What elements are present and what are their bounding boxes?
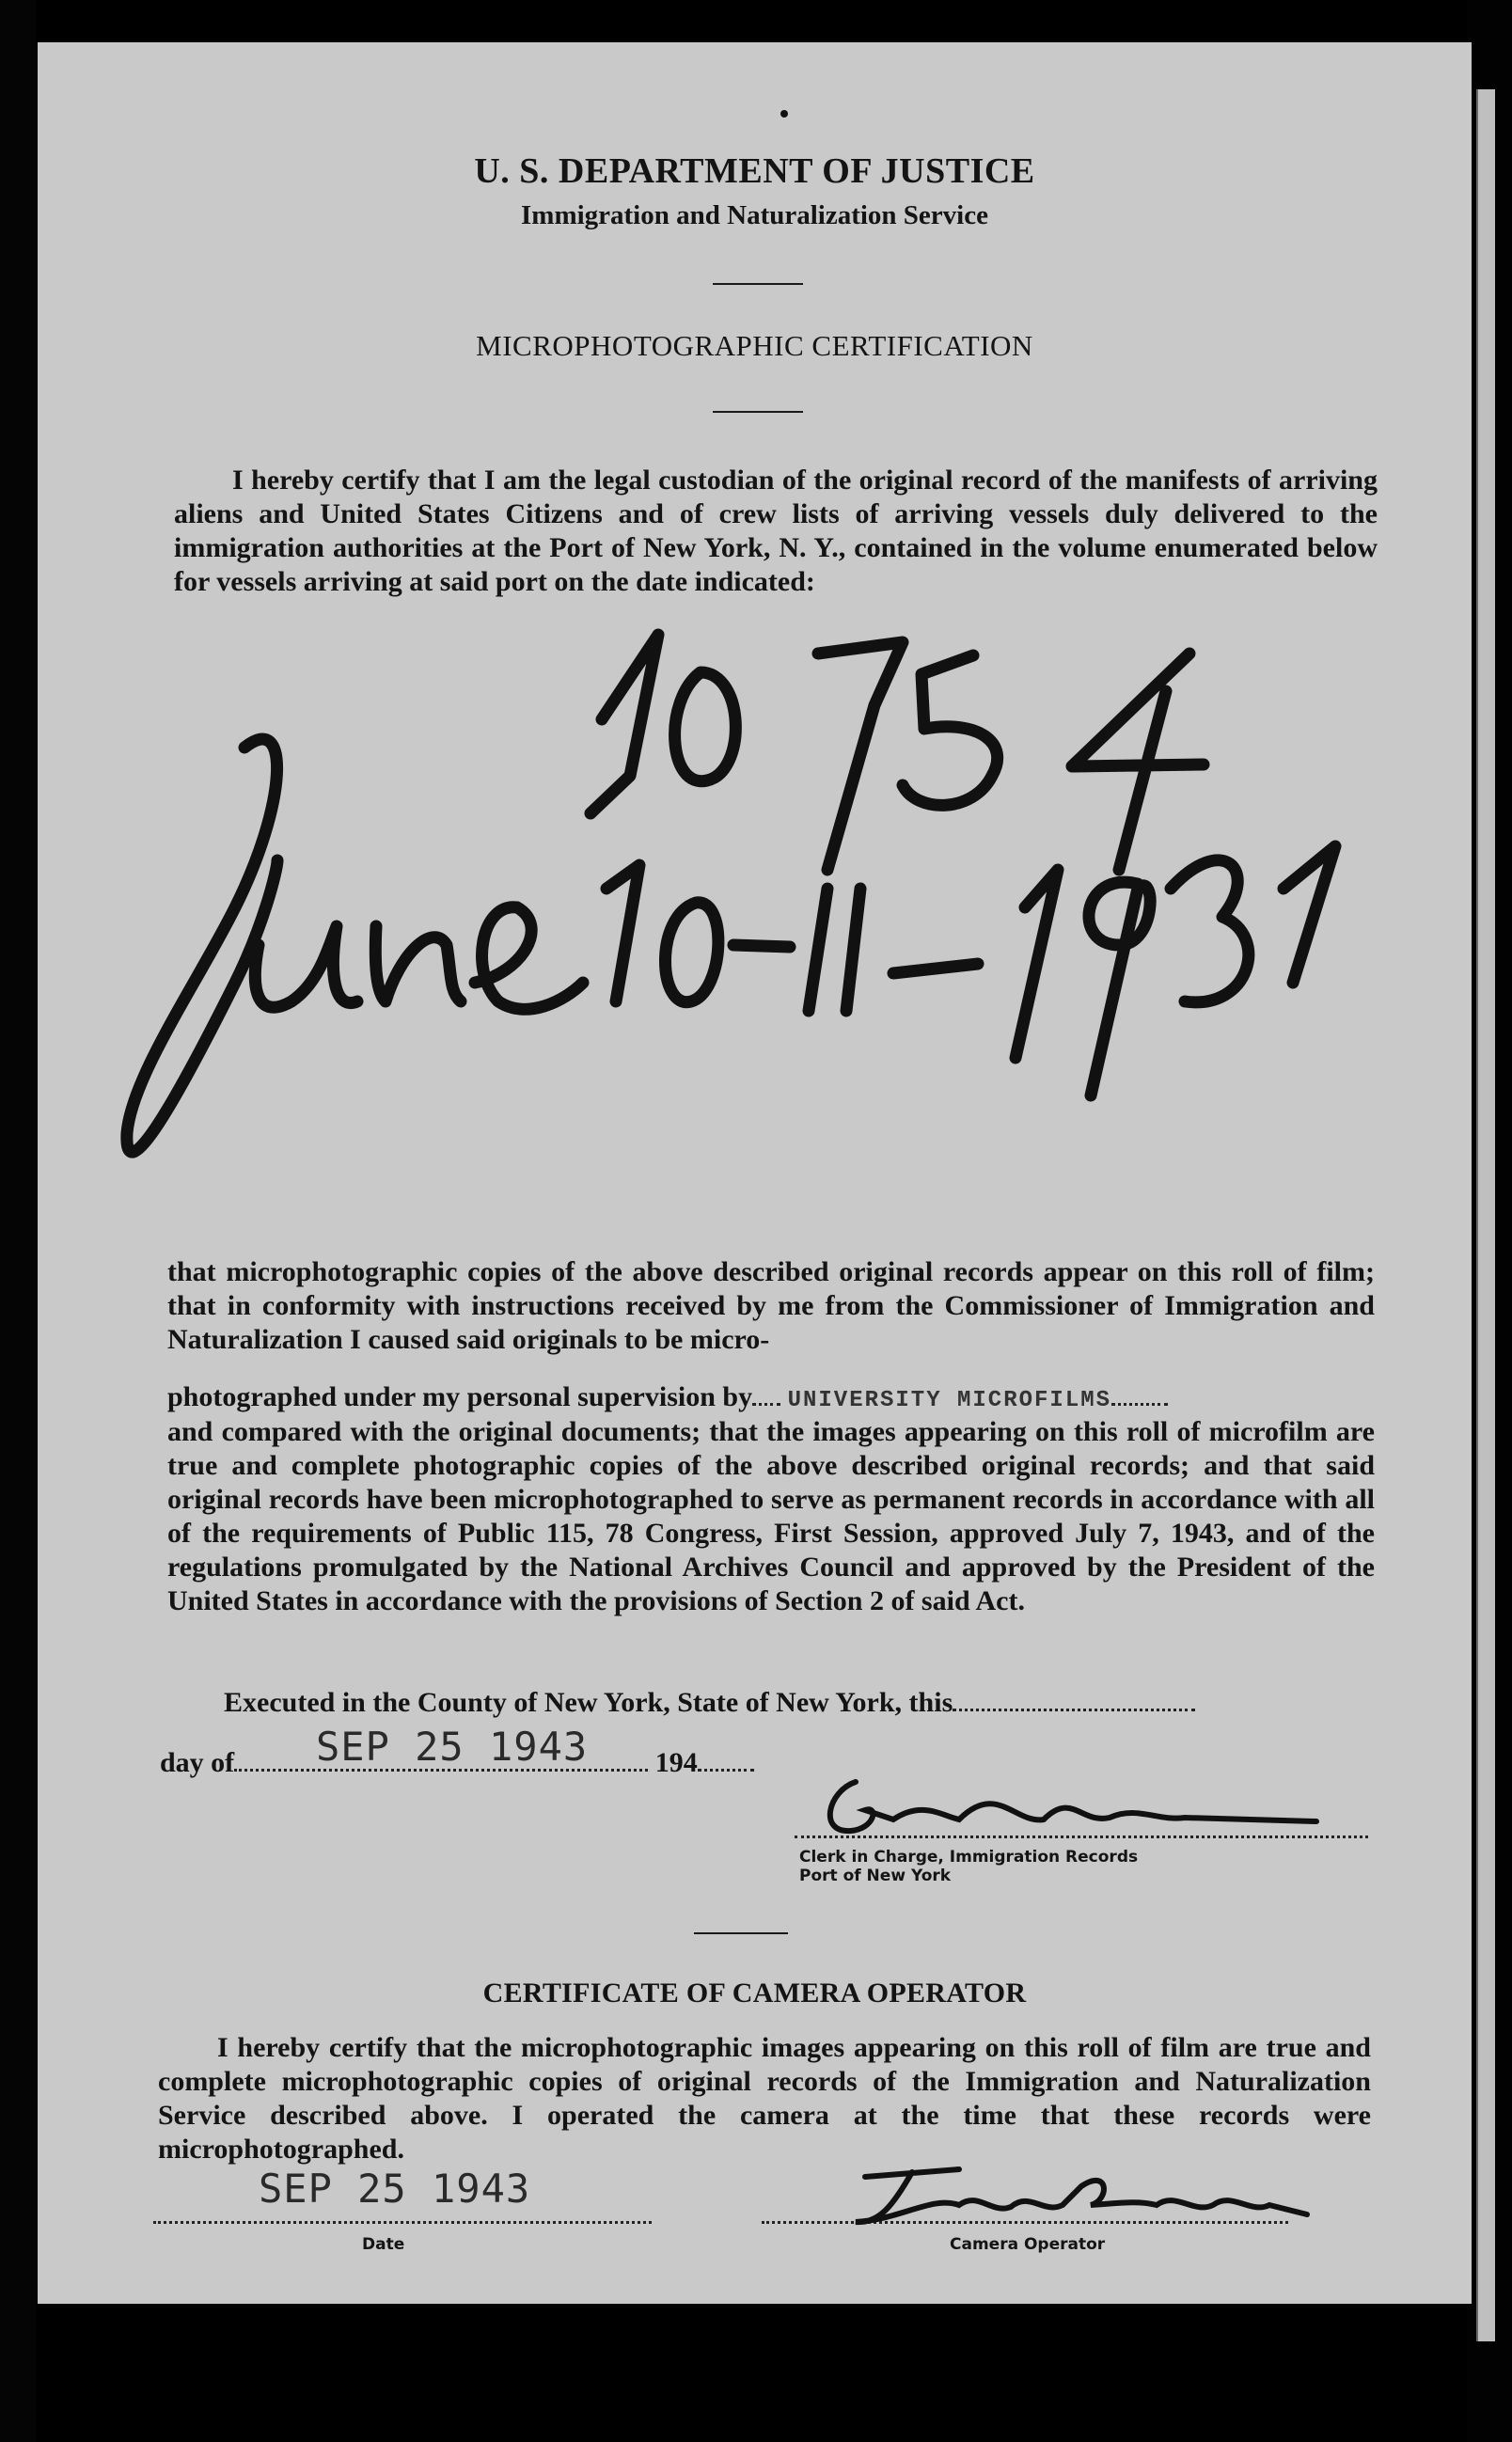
hw-digit-5	[903, 655, 998, 805]
certificate-page	[38, 42, 1472, 2304]
supervisor-value: UNIVERSITY MICROFILMS	[787, 1388, 1112, 1413]
film-edge	[1476, 89, 1495, 2341]
camera-certificate-title: CERTIFICATE OF CAMERA OPERATOR	[482, 1977, 1027, 2009]
certification-title: MICROPHOTOGRAPHIC CERTIFICATION	[476, 329, 1033, 362]
operator-label: Camera Operator	[950, 2235, 1106, 2254]
hw-d-1	[1016, 870, 1058, 1058]
section-divider	[694, 1932, 788, 1934]
clerk-title	[799, 1848, 1138, 1885]
hw-11	[809, 889, 860, 1011]
clerk-signature	[799, 1763, 1335, 1848]
date-line	[153, 2221, 652, 2224]
date-label: Date	[362, 2235, 405, 2254]
operator-signature	[827, 2149, 1316, 2233]
intro-paragraph: I hereby certify that I am the legal custodian of the original record of the manifests of arriving aliens and United States Citizens and of crew lists of arriving vessels duly delivered to the immigration authorities at the Port of New York, N. Y., contained in the volume enumerated below for vessels arriving at said port on the date indicated:	[174, 465, 1378, 597]
hw-digit-7	[818, 642, 903, 870]
header-divider-2	[713, 411, 803, 413]
header-divider-1	[713, 283, 803, 285]
body-paragraph-start: that microphotographic copies of the above described original records appear on this roll of film; that in conformity with instructions received by me from the Commissioner of Immigration and Naturalization I caused said originals to be micro-	[167, 1256, 1375, 1355]
handwritten-entry	[75, 588, 1457, 1246]
hw-d-1b	[1284, 846, 1335, 983]
hw-letter-e	[475, 907, 583, 1010]
clerk-title-line1: Clerk in Charge, Immigration Records	[799, 1848, 1139, 1867]
date-stamp-camera: SEP 25 1943	[259, 2166, 531, 2212]
hw-d-3	[1171, 860, 1249, 1002]
hw-letter-u	[255, 926, 357, 1007]
executed-text: Executed in the County of New York, State of New York, this	[224, 1687, 953, 1718]
hw-d1	[606, 865, 639, 1001]
service-subtitle: Immigration and Naturalization Service	[521, 200, 988, 230]
hw-digit-0	[675, 672, 736, 781]
scan-border-left	[0, 0, 36, 2442]
department-title: U. S. DEPARTMENT OF JUSTICE	[474, 151, 1035, 191]
speck	[780, 110, 788, 118]
day-of-label: day of	[160, 1747, 235, 1778]
hw-dash-1	[733, 945, 790, 947]
hw-d0	[666, 903, 718, 1002]
supervision-row	[167, 1380, 1168, 1418]
hw-letter-n	[375, 926, 461, 1001]
clerk-title-line2: Port of New York	[799, 1867, 952, 1885]
hw-d-9	[1089, 882, 1150, 1095]
hw-dash-2	[893, 964, 978, 973]
body-paragraph-rest: and compared with the original documents; that the images appearing on this roll of microfilm are true and complete photographic copies of the above described original records; and that said original records have been microphotographed to serve as permanent records in accordance with all of the requirements of Public 115, 78 Congress, First Session, approved July 7, 1943, and of the regulations promulgated by the National Archives Council and approved by the President of the United States in accordance with the provisions of Section 2 of said Act.	[167, 1416, 1375, 1616]
supervision-label: photographed under my personal supervision by	[167, 1381, 753, 1412]
hw-digit-4	[1072, 654, 1204, 870]
date-stamp-executed: SEP 25 1943	[316, 1724, 589, 1770]
camera-certificate-text: I hereby certify that the microphotographic images appearing on this roll of film are true and complete microphotographic copies of original records of the Immigration and Naturalization Service described above. I operated the camera at the time that these records were microphotographed.	[158, 2032, 1371, 2165]
hw-digit-1	[591, 635, 658, 813]
year-prefix: 194	[654, 1747, 698, 1778]
execution-row	[224, 1686, 1195, 1720]
